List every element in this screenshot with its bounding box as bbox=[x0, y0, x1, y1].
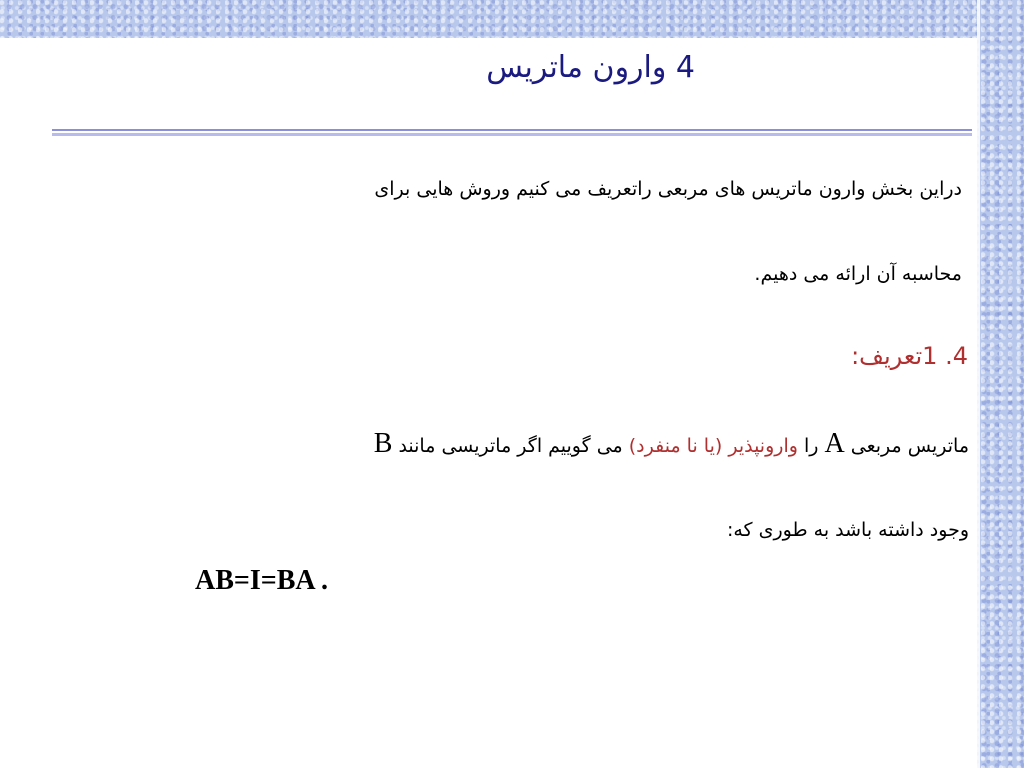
definition-text-start: ماتریس مربعی bbox=[850, 435, 969, 457]
definition-line-1 bbox=[374, 428, 969, 460]
matrix-variable-a: A bbox=[824, 428, 845, 459]
invertible-term: وارونپذیر (یا نا منفرد) bbox=[628, 435, 798, 457]
title-divider bbox=[52, 129, 972, 136]
intro-line-1: دراین بخش وارون ماتریس های مربعی راتعریف می کنیم وروش هایی برای bbox=[374, 178, 962, 200]
definition-text-ra: را bbox=[803, 435, 819, 457]
definition-line-2: وجود داشته باشد به طوری که: bbox=[726, 519, 969, 541]
slide-canvas bbox=[0, 38, 977, 768]
definition-text-end: می گوییم اگر ماتریسی مانند bbox=[398, 435, 623, 457]
slide-title: 4 وارون ماتریس bbox=[486, 50, 695, 85]
inverse-equation: AB=I=BA . bbox=[195, 565, 329, 596]
matrix-variable-b: B bbox=[373, 428, 393, 459]
definition-heading: 4. 1تعریف: bbox=[851, 342, 968, 370]
intro-line-2: محاسبه آن ارائه می دهیم. bbox=[754, 263, 962, 285]
decorative-border bbox=[977, 0, 980, 768]
